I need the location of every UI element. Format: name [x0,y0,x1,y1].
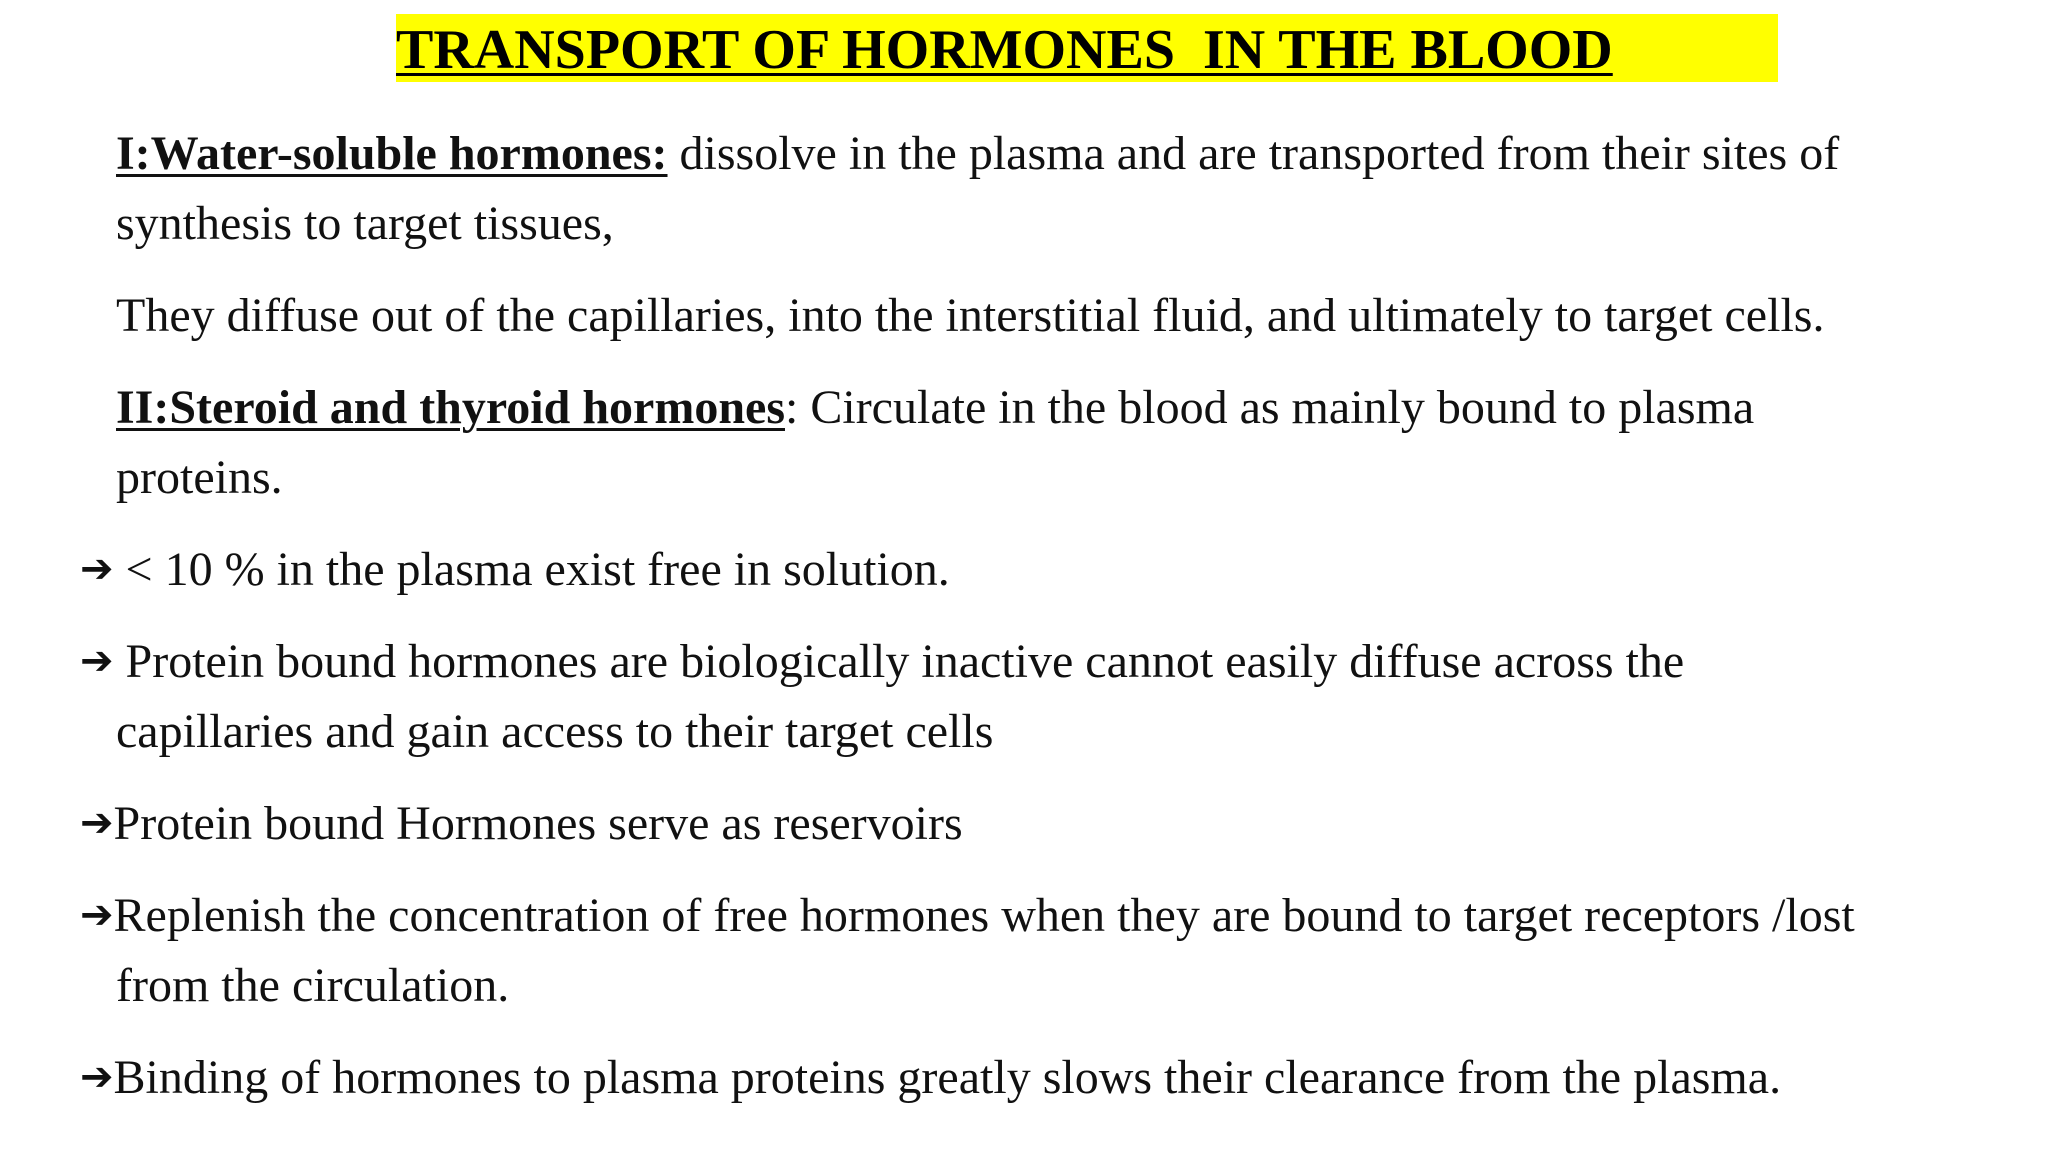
bullet-4-text: Replenish the concentration of free hormones when they are bound to target receptors /lost [113,889,1855,942]
bullet-3 [80,797,963,850]
bullet-2-text: Protein bound hormones are biologically inactive cannot easily diffuse across the [113,635,1685,688]
section1-line3: They diffuse out of the capillaries, into the interstitial fluid, and ultimately to target cells. [116,289,1825,342]
arrow-right-icon: ➔ [80,1054,114,1100]
section1-line1 [116,127,1840,180]
bullet-2 [80,635,1685,688]
bullet-1-text: < 10 % in the plasma exist free in solution. [113,543,950,596]
section1-line1-text: dissolve in the plasma and are transported from their sites of [667,127,1840,180]
bullet-2-line2: capillaries and gain access to their target cells [116,705,994,758]
arrow-right-icon: ➔ [80,892,114,938]
section2-line1 [116,381,1755,434]
arrow-right-icon: ➔ [80,546,114,592]
arrow-right-icon: ➔ [80,800,114,846]
title-highlight [396,14,1778,82]
section2-line2: proteins. [116,451,283,504]
bullet-5 [80,1051,1782,1104]
section1-heading: I:Water-soluble hormones: [116,127,668,180]
bullet-4-line2: from the circulation. [116,959,510,1012]
slide-title: TRANSPORT OF HORMONES IN THE BLOOD [396,19,1613,81]
bullet-5-text: Binding of hormones to plasma proteins greatly slows their clearance from the plasma. [113,1051,1782,1104]
bullet-4 [80,889,1855,942]
section1-line2: synthesis to target tissues, [116,197,614,250]
section2-line1-text: : Circulate in the blood as mainly bound to plasma [785,381,1755,434]
arrow-right-icon: ➔ [80,638,114,684]
bullet-3-text: Protein bound Hormones serve as reservoirs [113,797,963,850]
bullet-1 [80,543,950,596]
section2-heading: II:Steroid and thyroid hormones [116,381,785,434]
